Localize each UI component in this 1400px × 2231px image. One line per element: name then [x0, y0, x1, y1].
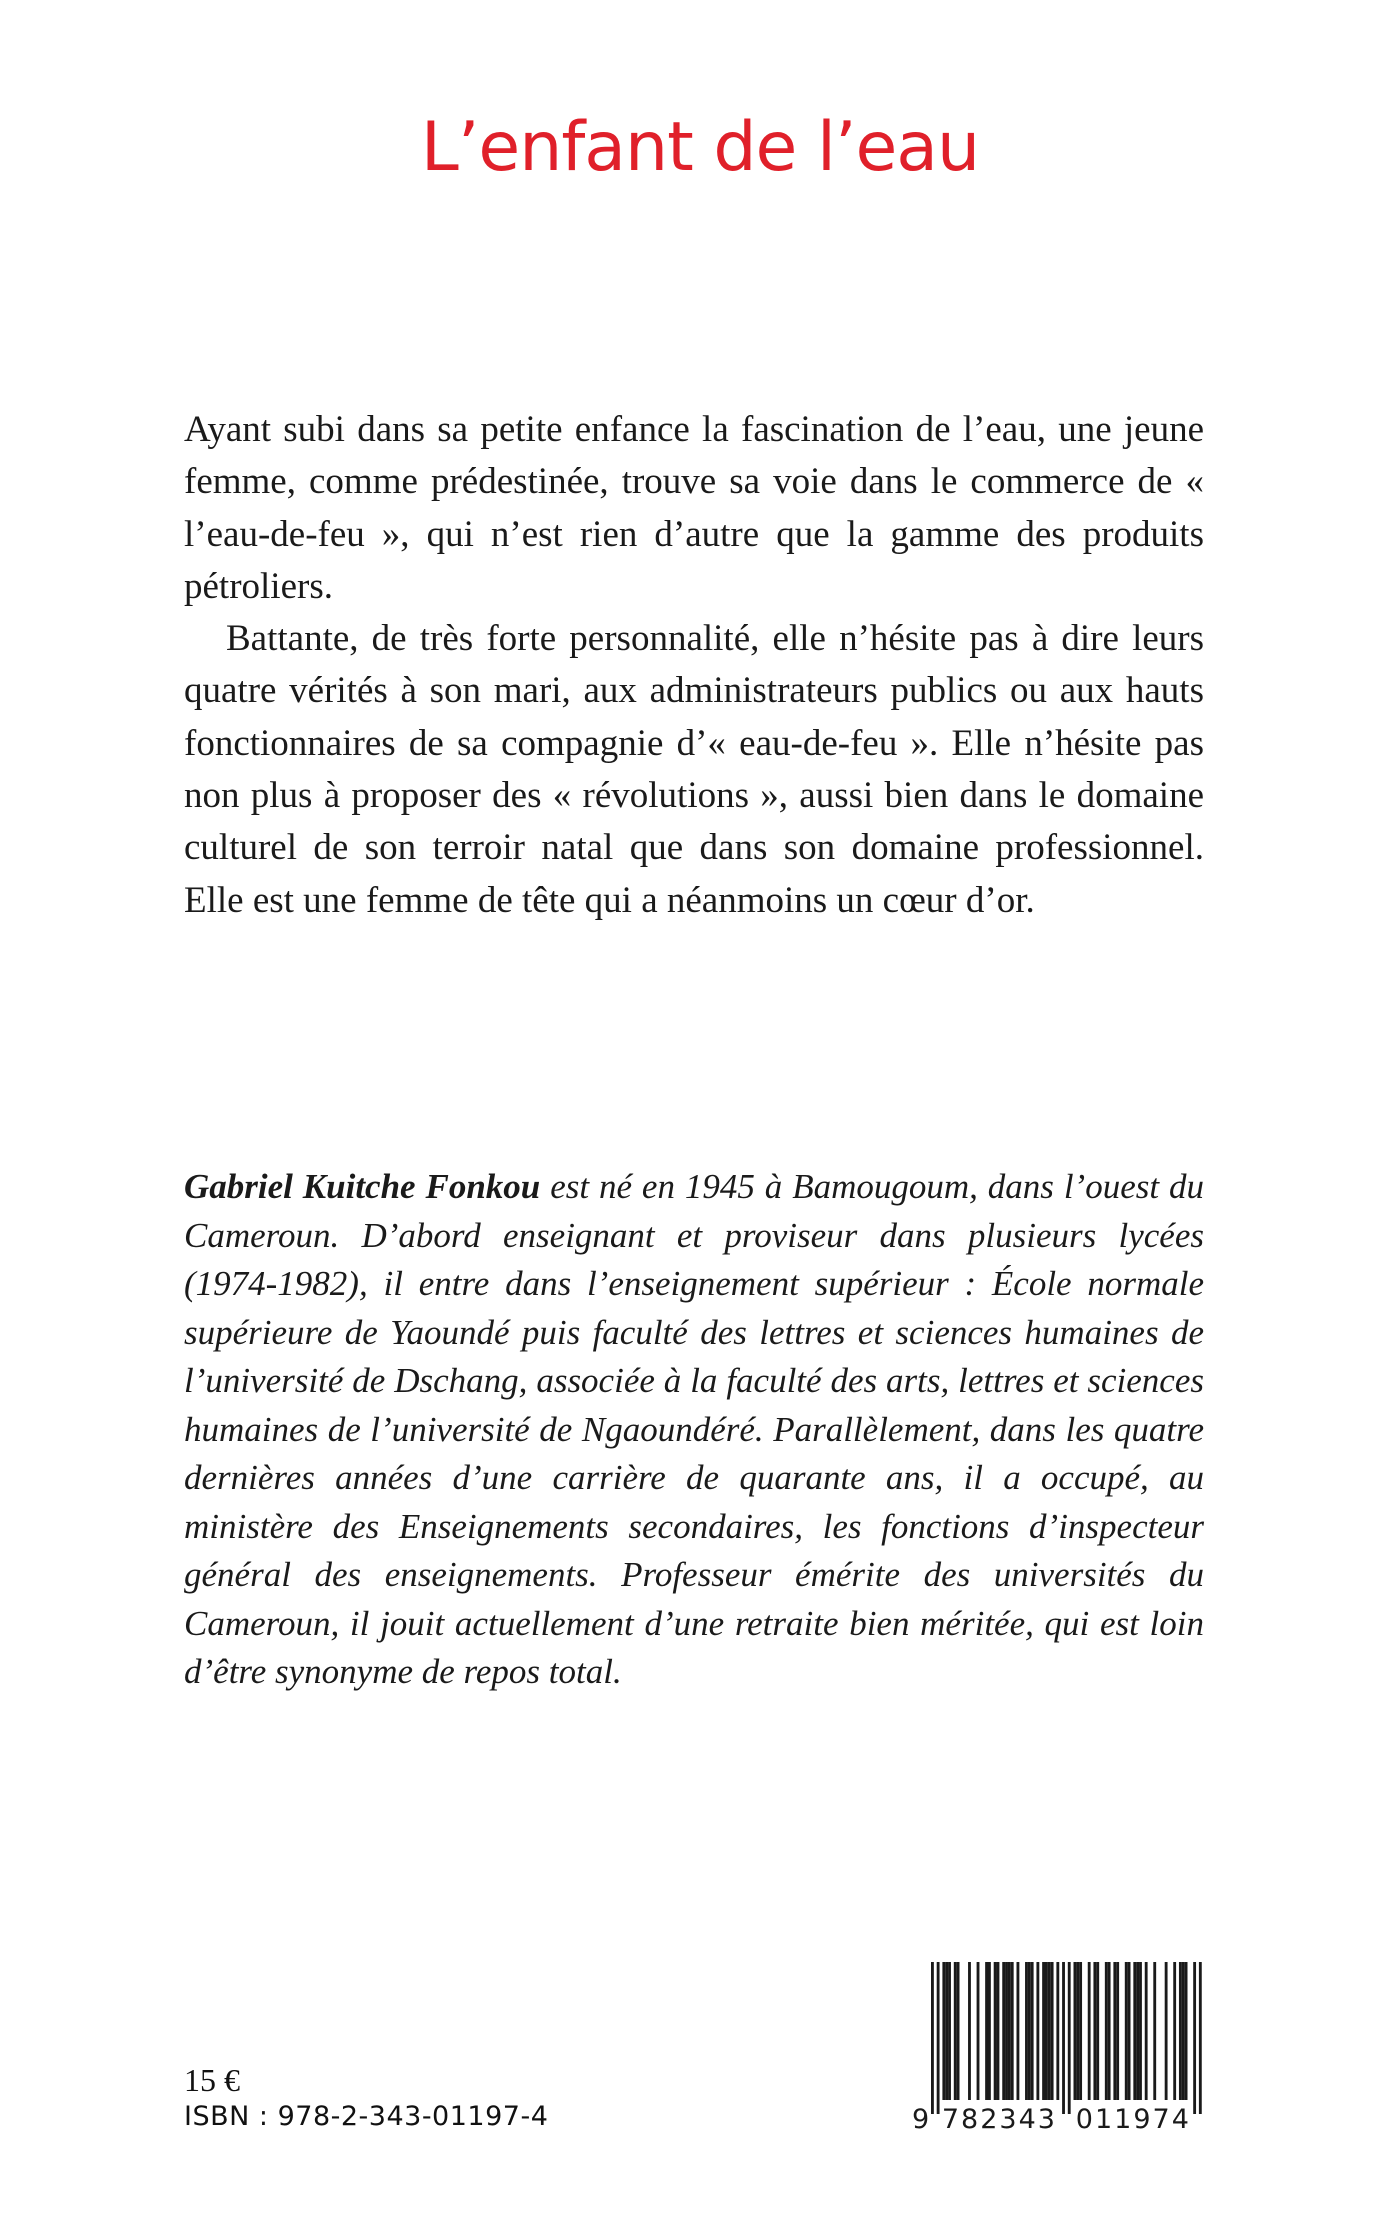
svg-text:011974: 011974: [1075, 2104, 1191, 2135]
barcode-graphic: [905, 1962, 1205, 2137]
author-name: Gabriel Kuitche Fonkou: [184, 1167, 541, 1206]
book-title: L’enfant de l’eau: [420, 108, 980, 187]
price: 15 €: [184, 2062, 240, 2098]
author-bio: [184, 1163, 1204, 1697]
svg-text:782343: 782343: [941, 2104, 1057, 2135]
blurb-paragraph: Ayant subi dans sa petite enfance la fascination de l’eau, une jeune femme, comme prédestinée, trouve sa voie dans le commerce de « l’eau-de-feu », qui n’est rien d’autre que la gamme des produits pétroliers.: [184, 409, 1204, 607]
blurb: [184, 404, 1204, 927]
blurb-paragraph: Battante, de très forte personnalité, elle n’hésite pas à dire leurs quatre vérités à son mari, aux administrateurs publics ou aux hauts fonctionnaires de sa compagnie d’« eau-de-feu ». Elle n’hésite pas non plus à proposer des « révolutions », aussi bien dans le domaine culturel de son terroir natal que dans son domaine professionnel. Elle est une femme de tête qui a néanmoins un cœur d’or.: [184, 618, 1204, 921]
isbn-barcode: [905, 1962, 1205, 2137]
svg-text:9: 9: [912, 2104, 930, 2135]
author-bio-text: est né en 1945 à Bamougoum, dans l’ouest du Cameroun. D’abord enseignant et proviseur dans plusieurs lycées (1974-1982), il entre dans l’enseignement supérieur : École normale supérieure de Yaoundé puis faculté des lettres et sciences humaines de l’université de Dschang, associée à la faculté des arts, lettres et sciences humaines de l’université de Ngaoundéré. Parallèlement, dans les quatre dernières années d’une carrière de quarante ans, il a occupé, au ministère des Enseignements secondaires, les fonctions d’inspecteur général des enseignements. Professeur émérite des universités du Cameroun, il jouit actuellement d’une retraite bien méritée, qui est loin d’être synonyme de repos total.: [184, 1167, 1204, 1691]
isbn: ISBN : 978-2-343-01197-4: [184, 2101, 549, 2132]
